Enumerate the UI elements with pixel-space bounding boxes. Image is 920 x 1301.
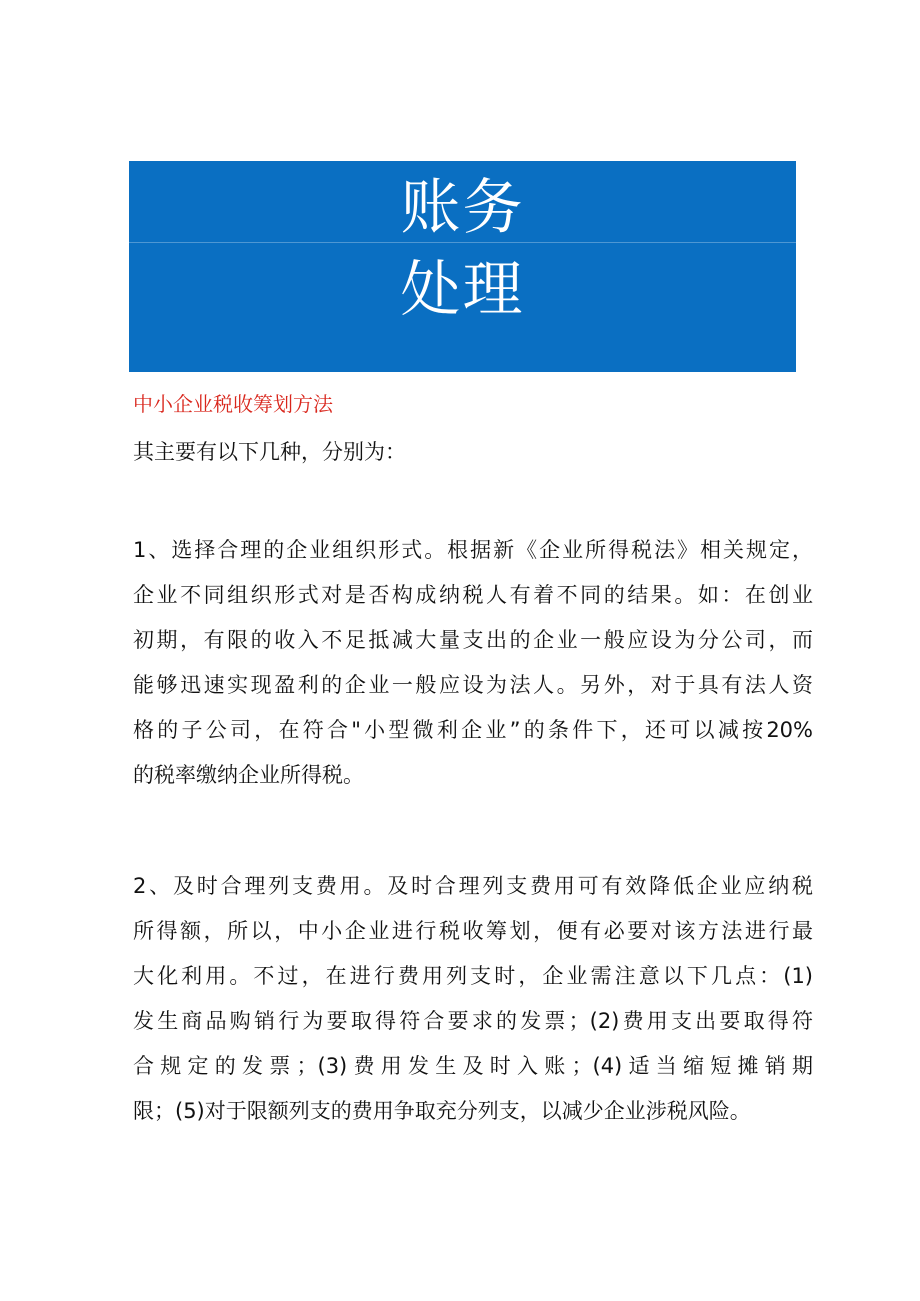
paragraph-2-line: 合规定的发票；(3)费用发生及时入账；(4)适当缩短摊销期 bbox=[133, 1054, 813, 1078]
paragraph-2-line: 限；(5)对于限额列支的费用争取充分列支，以减少企业涉税风险。 bbox=[133, 1099, 751, 1123]
paragraph-2-line: 大化利用。不过，在进行费用列支时，企业需注意以下几点：(1) bbox=[133, 964, 813, 988]
paragraph-2-line: 所得额，所以，中小企业进行税收筹划，便有必要对该方法进行最 bbox=[133, 919, 813, 943]
paragraph-1-line: 1、选择合理的企业组织形式。根据新《企业所得税法》相关规定， bbox=[133, 538, 813, 562]
banner-title-line-1: 账务 bbox=[400, 173, 525, 243]
title-banner bbox=[129, 161, 796, 372]
paragraph-1 bbox=[133, 528, 813, 798]
paragraph-1-line: 的税率缴纳企业所得税。 bbox=[133, 763, 364, 787]
paragraph-1-line: 能够迅速实现盈利的企业一般应设为法人。另外，对于具有法人资 bbox=[133, 673, 813, 697]
section-subtitle: 中小企业税收筹划方法 bbox=[133, 392, 333, 416]
paragraph-2-line: 发生商品购销行为要取得符合要求的发票；(2)费用支出要取得符 bbox=[133, 1009, 813, 1033]
paragraph-2-line: 2、及时合理列支费用。及时合理列支费用可有效降低企业应纳税 bbox=[133, 874, 813, 898]
intro-text: 其主要有以下几种，分别为： bbox=[133, 440, 406, 464]
banner-title-line-2: 处理 bbox=[400, 255, 525, 325]
paragraph-1-line: 初期，有限的收入不足抵减大量支出的企业一般应设为分公司，而 bbox=[133, 628, 813, 652]
paragraph-2 bbox=[133, 864, 813, 1134]
paragraph-1-line: 企业不同组织形式对是否构成纳税人有着不同的结果。如：在创业 bbox=[133, 583, 813, 607]
paragraph-1-line: 格的子公司，在符合"小型微利企业”的条件下，还可以减按20% bbox=[133, 718, 813, 742]
